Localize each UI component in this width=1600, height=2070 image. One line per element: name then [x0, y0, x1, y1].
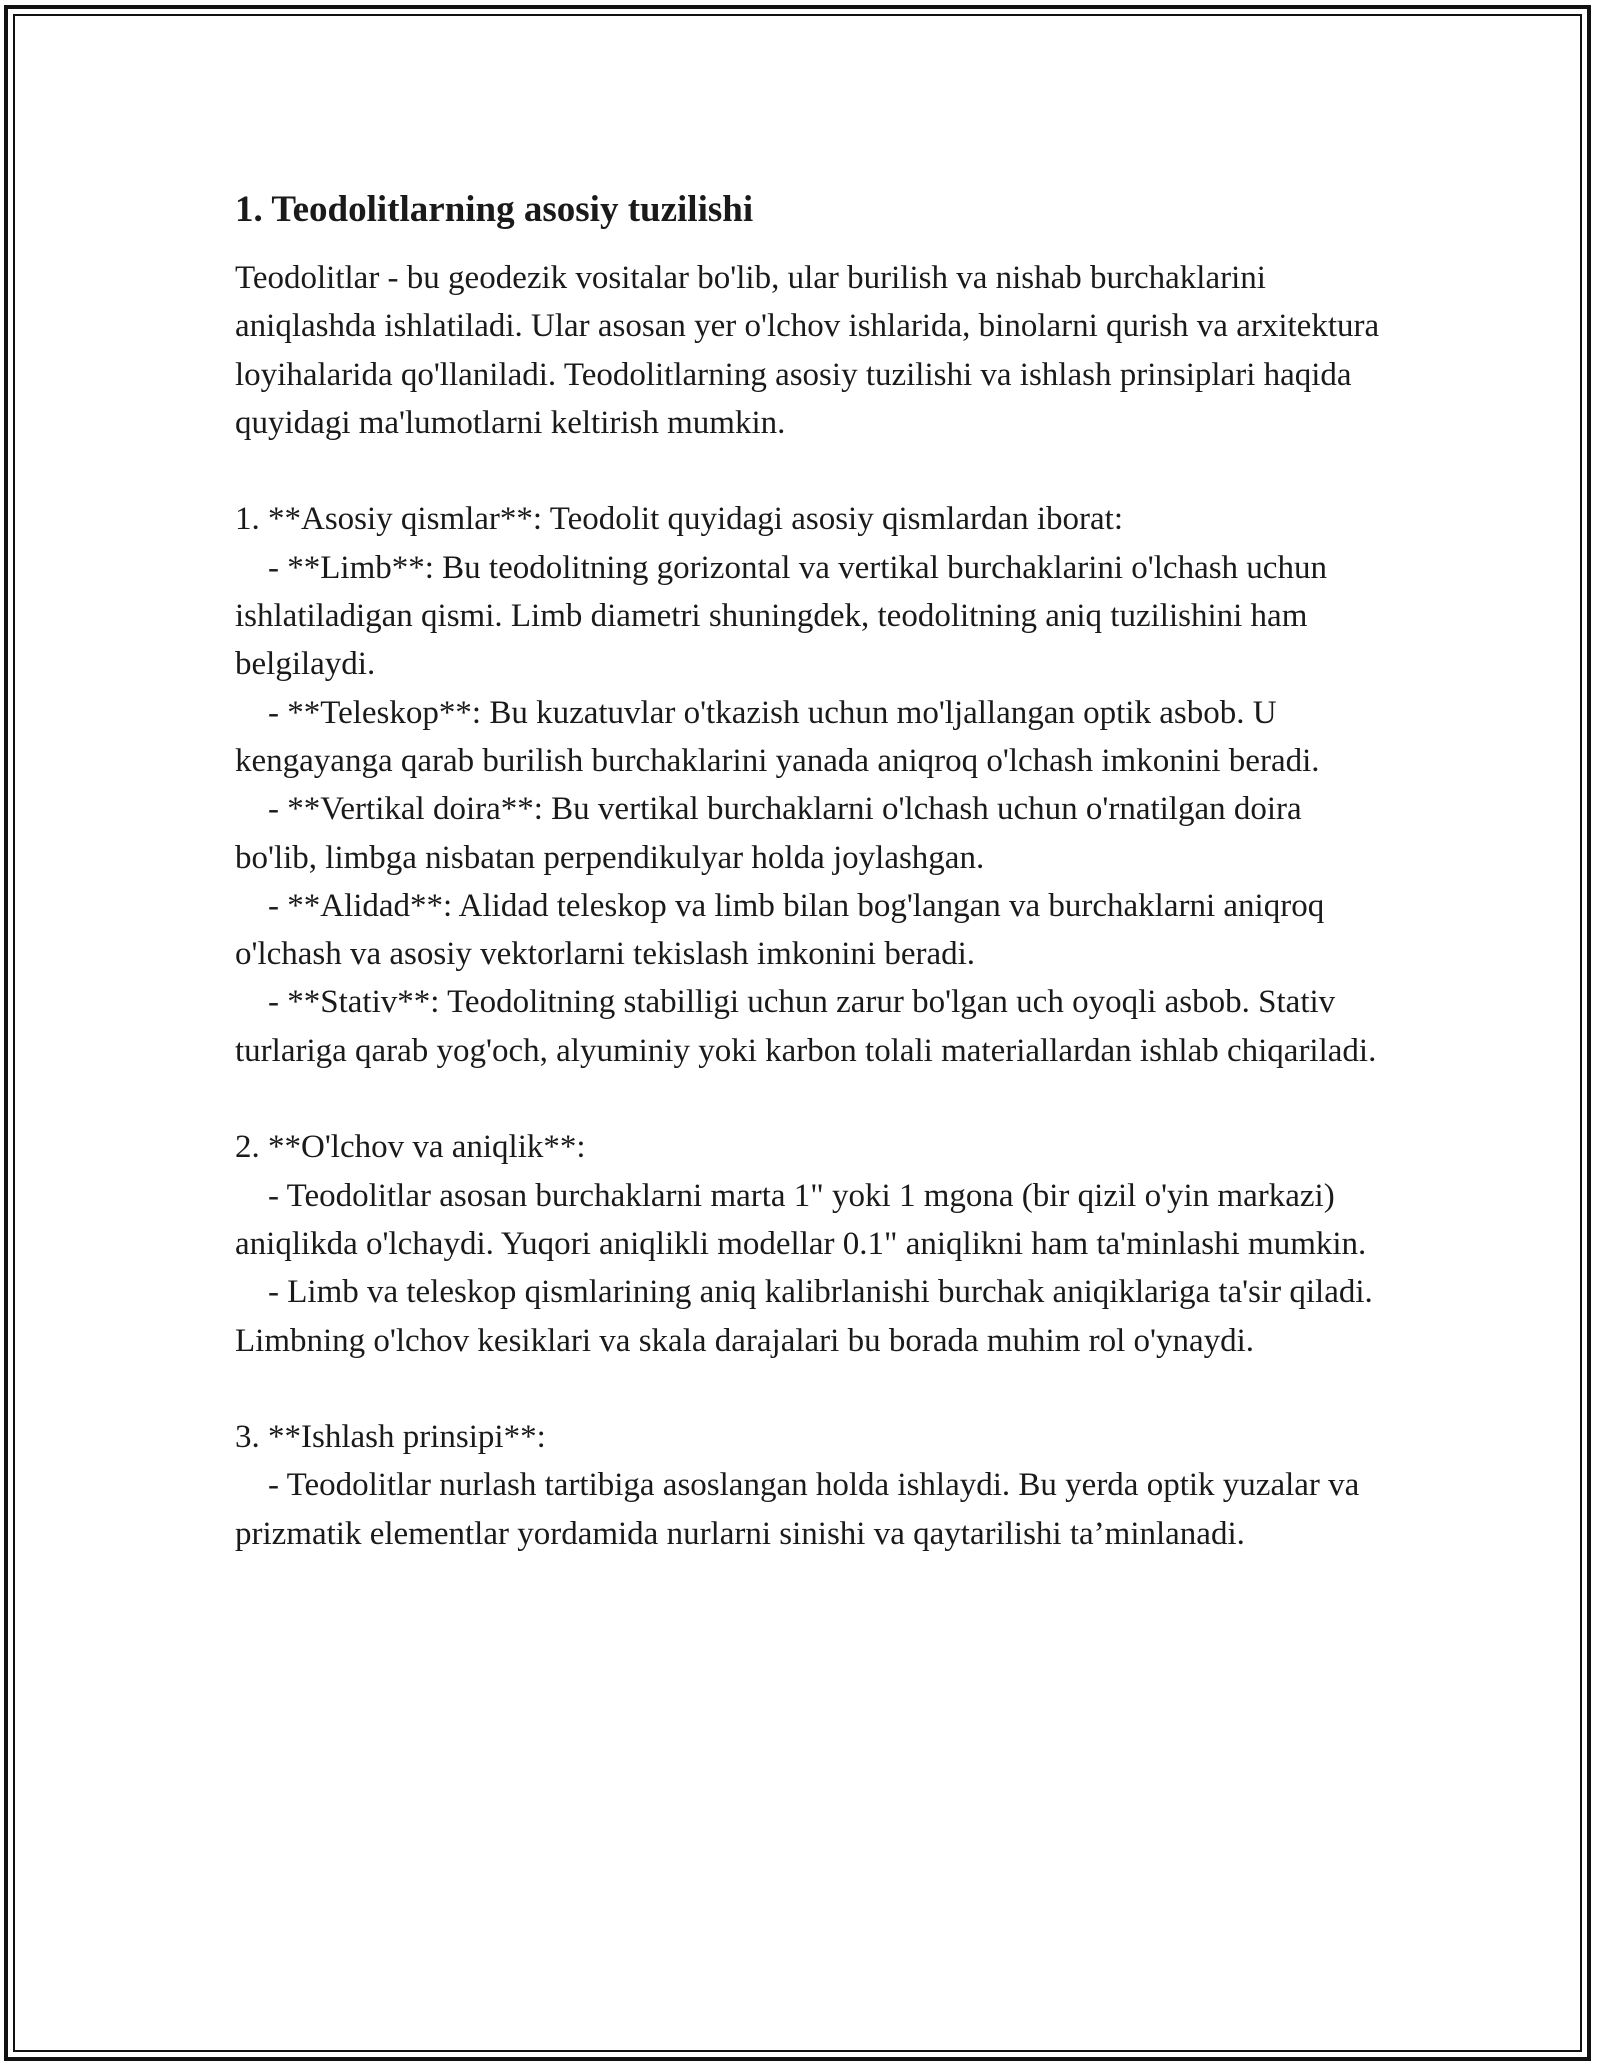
sub-item-vertikal-doira: - **Vertikal doira**: Bu vertikal burchaklarni o'lchash uchun o'rnatilgan doira bo'lib, limbga nisbatan perpendikulyar holda joylashgan.	[235, 791, 1310, 876]
blank-line	[235, 447, 1385, 495]
blank-line	[235, 1365, 1385, 1413]
sub-item-alidad: - **Alidad**: Alidad teleskop va limb bilan bog'langan va burchaklarni aniqroq o'lchash va asosiy vektorlarni tekislash imkonini beradi.	[235, 887, 1333, 973]
list-item-ishlash-prinsipi: 3. **Ishlash prinsipi**:	[235, 1419, 546, 1456]
section-heading: 1. Teodolitlarning asosiy tuzilishi	[235, 189, 754, 230]
sub-item-limb: - **Limb**: Bu teodolitning gorizontal va vertikal burchaklarini o'lchash uchun ishlatiladigan qismi. Limb diametri shuningdek, teodolitning aniq tuzilishini ham belgilaydi.	[235, 549, 1336, 683]
sub-item-aniqlik: - Teodolitlar asosan burchaklarni marta 1" yoki 1 mgona (bir qizil o'yin markazi) aniqlikda o'lchaydi. Yuqori aniqlikli modellar 0.1" aniqlikni ham ta'minlashi mumkin.	[235, 1177, 1367, 1262]
list-item-olchov-va-aniqlik: 2. **O'lchov va aniqlik**:	[235, 1129, 586, 1166]
blank-line	[235, 1075, 1385, 1123]
sub-item-teleskop: - **Teleskop**: Bu kuzatuvlar o'tkazish uchun mo'ljallangan optik asbob. U kengayanga qarab burilish burchaklarini yanada aniqroq o'lchash imkonini beradi.	[235, 694, 1320, 779]
sub-item-kalibrlash: - Limb va teleskop qismlarining aniq kalibrlanishi burchak aniqiklariga ta'sir qiladi. Limbning o'lchov kesiklari va skala darajalari bu borada muhim rol o'ynaydi.	[235, 1274, 1382, 1359]
sub-item-stativ: - **Stativ**: Teodolitning stabilligi uchun zarur bo'lgan uch oyoqli asbob. Stativ turlariga qarab yog'och, alyuminiy yoki karbon tolali materiallardan ishlab chiqariladi.	[235, 984, 1377, 1069]
intro-paragraph: Teodolitlar - bu geodezik vositalar bo'lib, ular burilish va nishab burchaklarini aniqlashda ishlatiladi. Ular asosan yer o'lchov ishlarida, binolarni qurish va arxitektura loyihalarida qo'llaniladi. Teodolitlarning asosiy tuzilishi va ishlash prinsiplari haqida quyidagi ma'lumotlarni keltirish mumkin.	[235, 260, 1388, 441]
sub-item-nurlash: - Teodolitlar nurlash tartibiga asoslangan holda ishlaydi. Bu yerda optik yuzalar va prizmatik elementlar yordamida nurlarni sinishi va qaytarilishi ta’minlanadi.	[235, 1467, 1368, 1552]
list-item-asosiy-qismlar: 1. **Asosiy qismlar**: Teodolit quyidagi asosiy qismlardan iborat:	[235, 501, 1124, 538]
document-body	[235, 186, 1388, 1558]
